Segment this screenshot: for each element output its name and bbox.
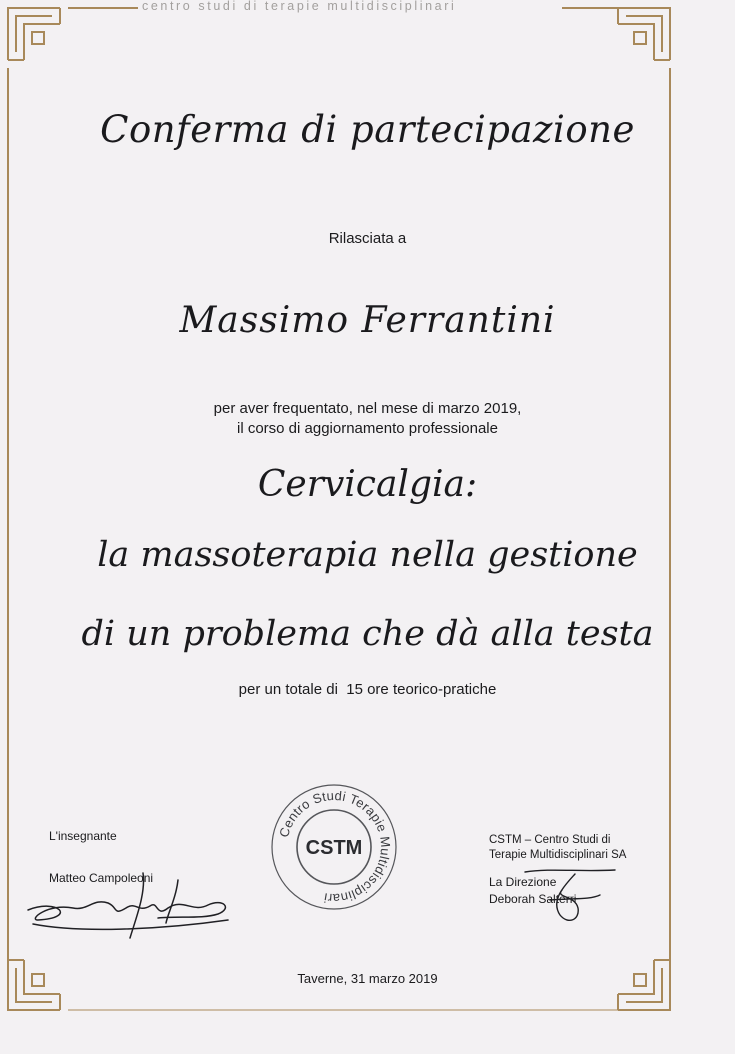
course-title-line-2: la massoterapia nella gestione: [97, 535, 638, 575]
left-signatory-role: L'insegnante: [49, 829, 117, 843]
recipient-name: Massimo Ferrantini: [179, 300, 556, 341]
right-handwritten-signature: [520, 860, 620, 935]
right-org-line-1: CSTM – Centro Studi di: [489, 834, 611, 846]
place-and-date: Taverne, 31 marzo 2019: [297, 971, 438, 986]
right-signatory-name: Deborah Salterri: [489, 892, 577, 906]
left-handwritten-signature: [18, 858, 248, 948]
right-signatory-organization: [489, 833, 626, 863]
seal-ring-text: Centro Studi Terapie Multidisciplinari: [276, 787, 394, 907]
hours-statement: per un totale di 15 ore teorico-pratiche: [238, 681, 497, 698]
right-signatory-role: La Direzione: [489, 875, 557, 889]
left-signatory-name: Matteo Campoleoni: [49, 871, 154, 885]
certificate-title: Conferma di partecipazione: [100, 108, 635, 151]
seal-acronym: CSTM: [305, 837, 363, 859]
right-org-line-2: Terapie Multidisciplinari SA: [489, 849, 627, 861]
attendance-line-1: per aver frequentato, nel mese di marzo 2019,: [213, 400, 522, 417]
issued-to-label: Rilasciata a: [328, 230, 407, 247]
organization-header: centro studi di terapie multidisciplinari: [138, 0, 562, 15]
course-title-line-3: di un problema che dà alla testa: [81, 614, 654, 654]
cstm-seal: [269, 782, 399, 912]
attendance-line-2: il corso di aggiornamento professionale: [237, 420, 498, 437]
course-title-line-1: Cervicalgia:: [257, 464, 478, 505]
attendance-statement: [0, 399, 735, 439]
